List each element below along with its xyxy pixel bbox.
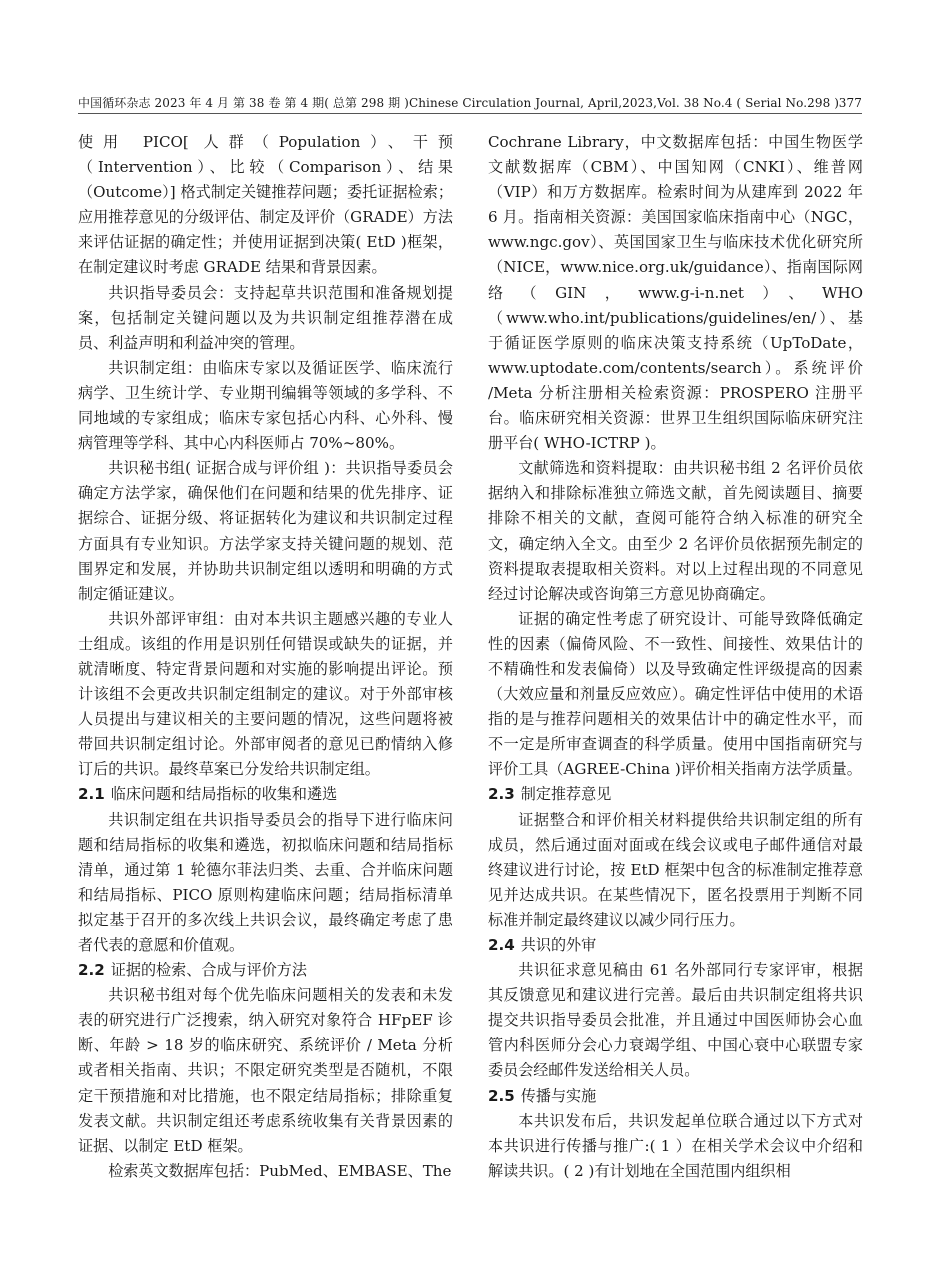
left-column: [78, 130, 453, 1184]
paragraph-question-selection: 共识制定组在共识指导委员会的指导下进行临床问题和结局指标的收集和遴选，初拟临床问题和结局指标清单，通过第 1 轮德尔菲法归类、去重、合并临床问题和结局指标、PICO 原则构建临床问题；结局指标清单拟定基于召开的多次线上共识会议，最终确定考虑了患者代表的意愿和价值观。: [78, 810, 453, 954]
section-number: 2.1: [78, 785, 105, 804]
section-title: 临床问题和结局指标的收集和遴选: [110, 785, 338, 804]
paragraph-secretariat: 共识秘书组( 证据合成与评价组 )：共识指导委员会确定方法学家，确保他们在问题和结果的优先排序、证据综合、证据分级、将证据转化为建议和共识制定过程方面具有专业知识。方法学家支持关键问题的规划、范围界定和发展，并协助共识制定组以透明和明确的方式制定循证建议。: [78, 459, 453, 603]
journal-citation: 中国循环杂志 2023 年 4 月 第 38 卷 第 4 期( 总第 298 期 )Chinese Circulation Journal, April,2023,Vol. 38 No.4 ( Serial No.298 ): [78, 96, 840, 110]
paragraph-screening: 文献筛选和资料提取：由共识秘书组 2 名评价员依据纳入和排除标准独立筛选文献，首先阅读题目、摘要排除不相关的文献，查阅可能符合纳入标准的研究全文，确定纳入全文。由至少 2 名评价员依据预先制定的资料提取表提取相关资料。对以上过程出现的不同意见经过讨论解决或咨询第三方意见协商确定。: [488, 459, 863, 603]
section-heading-2-5: [488, 1084, 863, 1109]
paragraph-databases-start: 检索英文数据库包括：PubMed、EMBASE、The: [108, 1161, 452, 1180]
paragraph-external-review-group: 共识外部评审组：由对本共识主题感兴趣的专业人士组成。该组的作用是识别任何错误或缺失的证据，并就清晰度、特定背景问题和对实施的影响提出评论。预计该组不会更改共识制定组制定的建议。对于外部审核人员提出与建议相关的主要问题的情况，这些问题将被带回共识制定组讨论。外部审阅者的意见已酌情纳入修订后的共识。最终草案已分发给共识制定组。: [78, 609, 453, 779]
paragraph-steering-committee: 共识指导委员会：支持起草共识范围和准备规划提案，包括制定关键问题以及为共识制定组推荐潜在成员、利益声明和利益冲突的管理。: [78, 283, 453, 352]
paragraph-evidence-search: 共识秘书组对每个优先临床问题相关的发表和未发表的研究进行广泛搜索，纳入研究对象符合 HFpEF 诊断、年龄 > 18 岁的临床研究、系统评价 / Meta 分析或者相关指南、共识；不限定研究类型是否随机，不限定干预措施和对比措施，也不限定结局指标；排除重复发表文献。共识制定组还考虑系统收集有关背景因素的证据、以制定 EtD 框架。: [78, 986, 453, 1155]
section-heading-2-2: [78, 958, 453, 983]
section-number: 2.2: [78, 961, 105, 980]
section-title: 制定推荐意见: [520, 785, 612, 804]
section-number: 2.5: [488, 1086, 515, 1105]
running-header: [78, 93, 862, 114]
paragraph-external-review: 共识征求意见稿由 61 名外部同行专家评审，根据其反馈意见和建议进行完善。最后由共识制定组将共识提交共识指导委员会批准，并且通过中国医师协会心血管内科医师分会心力衰竭学组、中国心衰中心联盟专家委员会经邮件发送给相关人员。: [488, 961, 863, 1080]
paragraph-certainty: 证据的确定性考虑了研究设计、可能导致降低确定性的因素（偏倚风险、不一致性、间接性、效果估计的不精确性和发表偏倚）以及导致确定性评级提高的因素（大效应量和剂量反应效应）。确定性评估中使用的术语指的是与推荐问题相关的效果估计中的确定性水平，而不一定是所审查调查的科学质量。使用中国指南研究与评价工具（AGREE-China )评价相关指南方法学质量。: [488, 609, 863, 779]
section-title: 共识的外审: [520, 936, 597, 954]
section-title: 证据的检索、合成与评价方法: [110, 961, 307, 980]
paragraph-recommendations: 证据整合和评价相关材料提供给共识制定组的所有成员，然后通过面对面或在线会议或电子邮件通信对最终建议进行讨论，按 EtD 框架中包含的标准制定推荐意见并达成共识。在某些情况下，匿名投票用于判断不同标准并制定最终建议以减少同行压力。: [488, 810, 863, 929]
section-heading-2-3: [488, 782, 863, 807]
paragraph-pico-method: 使用 PICO[ 人群（Population）、干预（Intervention）、比较（Comparison）、结果（Outcome）] 格式制定关键推荐问题；委托证据检索；应用推荐意见的分级评估、制定及评价（GRADE）方法来评估证据的确定性；并使用证据到决策( EtD )框架，在制定建议时考虑 GRADE 结果和背景因素。: [78, 133, 453, 277]
paragraph-development-group: 共识制定组：由临床专家以及循证医学、临床流行病学、卫生统计学、专业期刊编辑等领域的多学科、不同地域的专家组成；临床专家包括心内科、心外科、慢病管理等学科、其中心内科医师占 70%~80%。: [78, 358, 453, 453]
section-number: 2.4: [488, 936, 515, 954]
page-number: 377: [838, 96, 862, 110]
paragraph-dissemination: 本共识发布后，共识发起单位联合通过以下方式对本共识进行传播与推广:( 1 ）在相关学术会议中介绍和解读共识。( 2 )有计划地在全国范围内组织相: [488, 1111, 863, 1180]
section-heading-2-4: [488, 933, 863, 958]
paragraph-databases-continued: Cochrane Library，中文数据库包括：中国生物医学文献数据库（CBM）、中国知网（CNKI）、维普网（VIP）和万方数据库。检索时间为从建库到 2022 年 6 月。指南相关资源：美国国家临床指南中心（NGC，www.ngc.gov）、英国国家卫生与临床技术优化研究所（NICE，www.nice.org.uk/guidance）、指南国际网络（GIN，www.g-i-n.net）、WHO（www.who.int/publications/guidelines/en/）、基于循证医学原则的临床决策支持系统（UpToDate，www.uptodate.com/contents/search）。系统评价 /Meta 分析注册相关检索资源：PROSPERO 注册平台。临床研究相关资源：世界卫生组织国际临床研究注册平台( WHO-ICTRP )。: [488, 133, 863, 453]
section-number: 2.3: [488, 785, 515, 804]
right-column: [488, 130, 863, 1184]
section-heading-2-1: [78, 782, 453, 807]
section-title: 传播与实施: [520, 1086, 597, 1105]
